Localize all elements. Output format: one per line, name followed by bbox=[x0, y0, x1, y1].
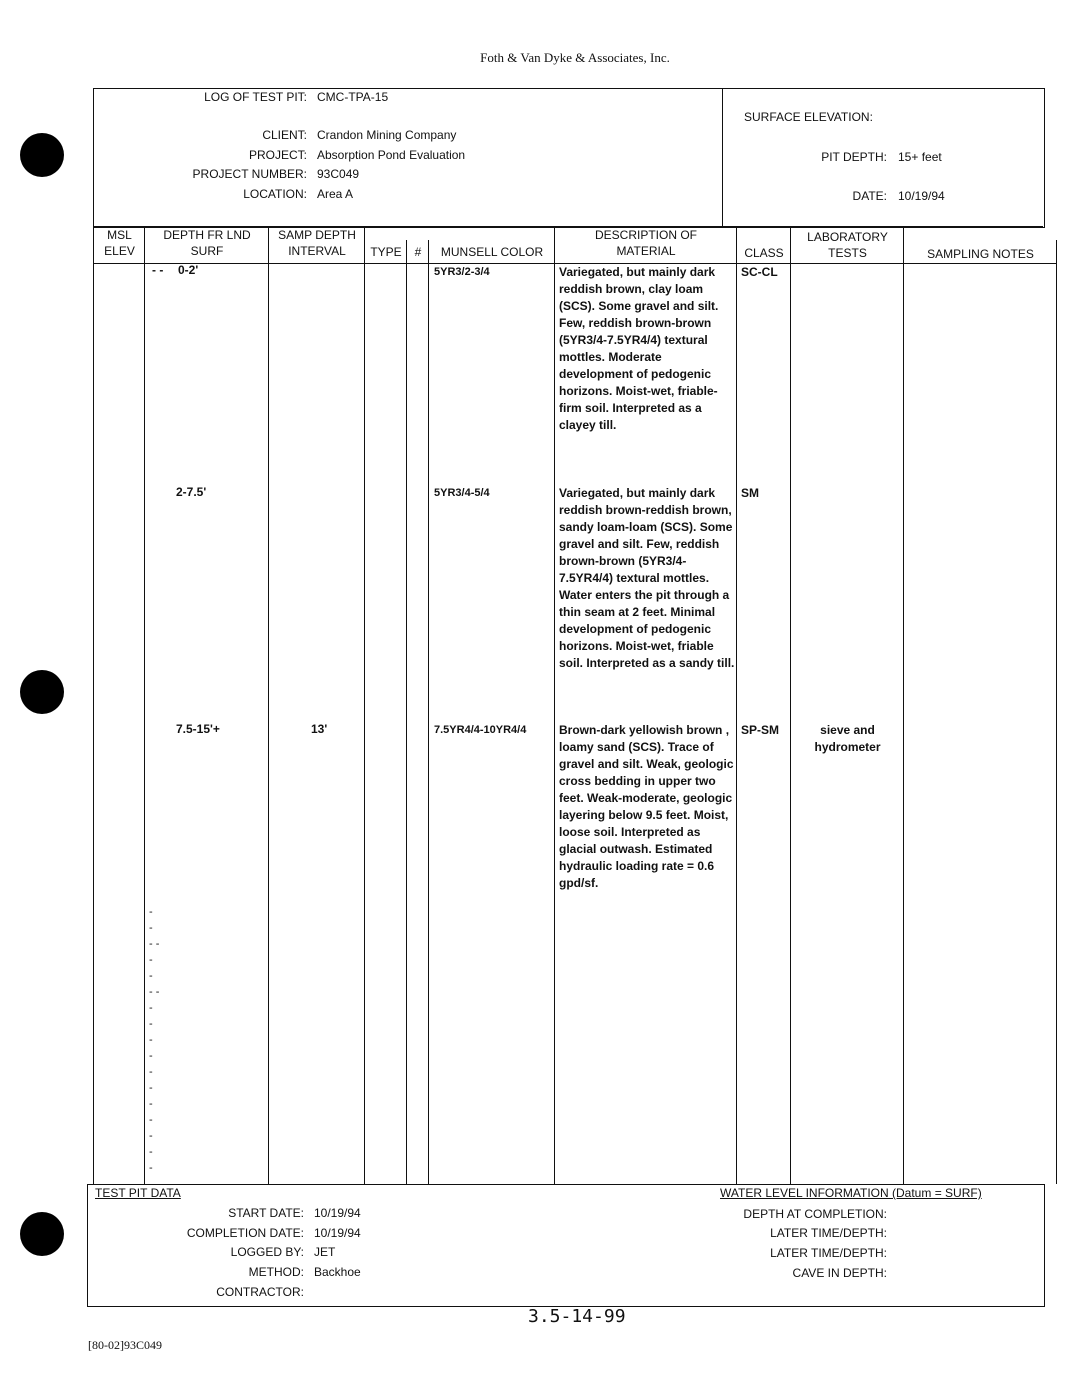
binder-hole-top bbox=[20, 133, 64, 177]
cave-in-depth-label: CAVE IN DEPTH: bbox=[792, 1266, 887, 1280]
client-label: CLIENT: bbox=[262, 128, 307, 142]
col-header-lab-tests bbox=[792, 229, 903, 261]
location-label: LOCATION: bbox=[243, 187, 307, 201]
col-line-1 bbox=[144, 226, 145, 1184]
method-label: METHOD: bbox=[248, 1265, 304, 1279]
row3-samp-interval: 13' bbox=[311, 722, 328, 736]
pit-depth-value: 15+ feet bbox=[898, 150, 942, 164]
later-time-depth-label-1: LATER TIME/DEPTH: bbox=[770, 1226, 887, 1240]
pit-depth-label: PIT DEPTH: bbox=[821, 150, 887, 164]
completion-date-value: 10/19/94 bbox=[314, 1226, 361, 1240]
project-number-label: PROJECT NUMBER: bbox=[192, 167, 307, 181]
row2-munsell: 5YR3/4-5/4 bbox=[434, 487, 490, 499]
row1-class: SC-CL bbox=[741, 265, 778, 279]
binder-hole-bottom bbox=[20, 1212, 64, 1256]
col-header-lab-line1: LABORATORY bbox=[807, 230, 888, 244]
col-line-6 bbox=[554, 226, 555, 1184]
page-number: 3.5-14-99 bbox=[528, 1306, 626, 1327]
contractor-label: CONTRACTOR: bbox=[216, 1285, 304, 1299]
col-line-4 bbox=[406, 240, 407, 1184]
project-value: Absorption Pond Evaluation bbox=[317, 148, 466, 162]
row1-depth-prefix: - - bbox=[152, 263, 164, 277]
footer-code: [80-02]93C049 bbox=[88, 1338, 162, 1352]
col-header-samp-line1: SAMP DEPTH bbox=[278, 228, 356, 242]
col-header-depth-line1: DEPTH FR LND bbox=[163, 228, 251, 242]
col-header-msl-line2: ELEV bbox=[104, 244, 135, 258]
project-number-value: 93C049 bbox=[317, 167, 360, 181]
surface-elevation-label: SURFACE ELEVATION: bbox=[744, 110, 873, 124]
col-header-sampling-notes: SAMPLING NOTES bbox=[927, 247, 1034, 261]
col-header-depth-line2: SURF bbox=[190, 244, 224, 258]
row1-depth: 0-2' bbox=[178, 263, 199, 277]
col-line-9 bbox=[903, 226, 904, 1184]
logged-by-value: JET bbox=[314, 1245, 336, 1259]
col-header-num: # bbox=[414, 245, 422, 259]
row3-depth: 7.5-15'+ bbox=[176, 722, 220, 736]
row2-class: SM bbox=[741, 486, 759, 500]
col-header-desc-line2: MATERIAL bbox=[616, 244, 676, 258]
col-header-msl-elev bbox=[95, 227, 144, 259]
project-label: PROJECT: bbox=[248, 148, 307, 162]
company-name: Foth & Van Dyke & Associates, Inc. bbox=[480, 50, 670, 65]
row1-munsell: 5YR3/2-3/4 bbox=[434, 266, 490, 278]
col-line-2 bbox=[268, 226, 269, 1184]
log-value: CMC-TPA-15 bbox=[317, 90, 389, 104]
date-label: DATE: bbox=[852, 189, 887, 203]
row3-description: Brown-dark yellowish brown , loamy sand (SCS). Trace of gravel and silt. Weak, geologic cross bedding in upper two feet. Weak-moderate, geologic layering below 9.5 feet. Moist, loose soil. Interpreted as glacial outwash. Estimated hydraulic loading rate = 0.6 gpd/sf. bbox=[559, 723, 734, 890]
location-value: Area A bbox=[317, 187, 354, 201]
table-top-line-right bbox=[893, 226, 1043, 227]
later-time-depth-label-2: LATER TIME/DEPTH: bbox=[770, 1246, 887, 1260]
completion-date-label: COMPLETION DATE: bbox=[186, 1226, 304, 1240]
col-header-depth bbox=[146, 227, 268, 259]
col-header-desc-line1: DESCRIPTION OF bbox=[594, 228, 697, 242]
row3-munsell: 7.5YR4/4-10YR4/4 bbox=[434, 724, 527, 736]
col-line-5 bbox=[428, 240, 429, 1184]
col-line-3 bbox=[364, 226, 365, 1184]
col-header-msl-line1: MSL bbox=[107, 228, 132, 242]
row2-description: Variegated, but mainly dark reddish brown-reddish brown, sandy loam-loam (SCS). Some gravel and silt. Few, reddish brown-brown (5YR3/4-7.5YR4/4) textural mottles. Water enters the pit through a thin seam at 2 feet. Minimal development of pedogenic horizons. Moist-wet, friable soil. Interpreted as a sandy till. bbox=[559, 486, 735, 670]
col-line-0 bbox=[93, 226, 94, 1184]
depth-at-completion-label: DEPTH AT COMPLETION: bbox=[743, 1207, 887, 1221]
col-header-class: CLASS bbox=[744, 246, 784, 260]
method-value: Backhoe bbox=[314, 1265, 361, 1279]
client-value: Crandon Mining Company bbox=[317, 128, 457, 142]
row2-depth: 2-7.5' bbox=[176, 485, 207, 499]
log-label: LOG OF TEST PIT: bbox=[204, 90, 307, 104]
header-divider bbox=[722, 88, 723, 226]
test-pit-data-heading: TEST PIT DATA bbox=[95, 1186, 181, 1200]
logged-by-label: LOGGED BY: bbox=[230, 1245, 304, 1259]
col-header-lab-line2: TESTS bbox=[828, 246, 867, 260]
start-date-value: 10/19/94 bbox=[314, 1206, 361, 1220]
start-date-label: START DATE: bbox=[228, 1206, 304, 1220]
col-header-type: TYPE bbox=[370, 245, 402, 259]
col-header-samp-depth bbox=[270, 227, 364, 259]
col-header-samp-line2: INTERVAL bbox=[288, 244, 346, 258]
col-header-munsell: MUNSELL COLOR bbox=[440, 245, 544, 259]
row3-class: SP-SM bbox=[741, 723, 780, 737]
row1-description: Variegated, but mainly dark reddish brown, clay loam (SCS). Some gravel and silt. Few, reddish brown-brown (5YR3/4-7.5YR4/4) textural mottles. Moderate development of pedogenic horizons. Moist-wet, friable-firm soil. Interpreted as a clayey till. bbox=[559, 265, 719, 432]
col-line-7 bbox=[736, 226, 737, 1184]
binder-hole-middle bbox=[20, 670, 64, 714]
col-header-description bbox=[556, 227, 736, 259]
row3-lab-tests: sieve and hydrometer bbox=[814, 723, 881, 754]
date-value: 10/19/94 bbox=[898, 189, 945, 203]
col-line-8 bbox=[790, 226, 791, 1184]
water-level-heading: WATER LEVEL INFORMATION (Datum = SURF) bbox=[720, 1186, 982, 1200]
col-line-10 bbox=[1056, 240, 1057, 1184]
